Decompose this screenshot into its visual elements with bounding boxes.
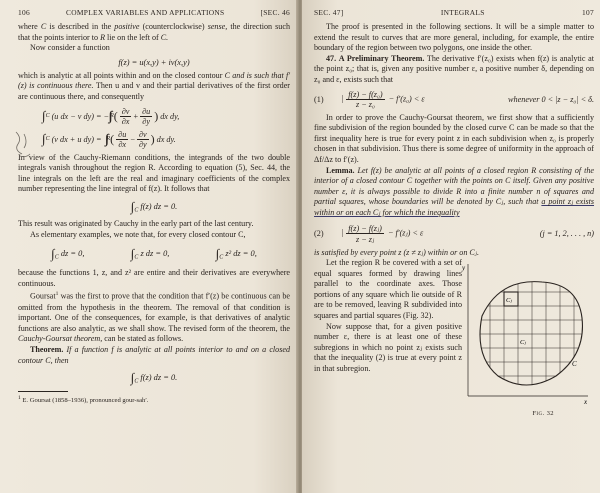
left-paragraph-2: Now consider a function	[30, 43, 110, 53]
left-paragraph-6: As elementary examples, we note that, for every closed contour C,	[30, 229, 246, 239]
figure-32	[460, 258, 592, 408]
left-page	[0, 0, 298, 493]
integral-sign: ∫	[42, 108, 46, 124]
integral-sign: ∫	[42, 131, 46, 147]
left-section-ref: [SEC. 46	[260, 8, 290, 17]
contour-label: C	[572, 360, 577, 369]
right-section-ref: SEC. 47]	[314, 8, 344, 17]
right-paragraph-2: In order to prove the Cauchy-Goursat theorem, we first show that a sufficiently fine subdivision of the region bounded by the closed curve C can be made so that the first inequality here is true for every point z in each subdivision when z₀ is properly chosen in that subdivision. Thus there is some degree of uniformity in the approach of Δf/Δz to f′(z).	[314, 112, 594, 164]
right-paragraph-5-start: Now suppose that, for a given positive number ε, there is at least one of these subregions in which no point zⱼ exists such that the inequality (2) is true at every point z in that subregion.	[314, 321, 462, 374]
left-paragraph-8: Goursat$^1$ was the first to prove that the condition that f′(z) be continuous can be omitted from the hypothesis in the theorem. The removal of that condition is important. One of the consequences, for example, is that derivatives of analytic functions are also analytic, as we shall show. The revised form of the theorem, the Cauchy-Goursat theorem, can be stated as follows.	[18, 291, 290, 344]
eq-1-derivative: (1) | $\frac{\text{f(z) − f(z₀)}}{\text{z − z₀}}$ − f′(z₀) < ε whenever 0 < |z − z₀| < δ.	[314, 89, 594, 109]
cj-label-top: Cⱼ	[506, 297, 513, 305]
theorem-statement: Theorem. If a function f is analytic at all points interior to and on a closed contour C, then	[18, 344, 290, 365]
x-axis-label: x	[584, 398, 588, 407]
footnote: $^1$ E. Goursat (1858–1936), pronounced gour-sah′.	[18, 395, 149, 405]
y-axis-label: y	[462, 264, 466, 273]
left-paragraph-5: This result was originated by Cauchy in the early part of the last century.	[18, 218, 254, 228]
lemma-statement: Lemma. Let f(z) be analytic at all points of a closed region R consisting of the interior of a closed contour C together with the points on C itself. Given any positive number ε, it is always possible to divide R into a finite number n of squares and partial squares, whose boundaries will be denoted by Cⱼ, such that a point zⱼ exists within or on each Cⱼ for which the inequality	[314, 165, 595, 217]
right-paragraph-4: Let the region R be covered with a set of equal squares formed by drawing lines parallel to the coordinate axes. Those portions of any square which lie outside of R are to be removed, leaving R subdivided into squares and partial squares (Fig. 32).	[314, 258, 462, 321]
left-paragraph-4: In view of the Cauchy-Riemann conditions, the integrands of the two double integrals vanish throughout the region R. According to equation (5), Sec. 44, the line integrals on the left are the real and imaginary coefficients of the complex number representing the line integral of f(z). It follows that	[18, 152, 290, 194]
eq-green-imag: ∫ C (v dx + u dy) = R ( $\frac{\partial u}{\partial x}$ − $\frac{\partial v}{\partial y}$ ) dx dy.	[42, 129, 176, 149]
eq-function-definition: f(z) = u(x,y) + iv(x,y)	[118, 57, 190, 67]
eq-green-real: ∫ C (u dx − v dy) = − R ( $\frac{\partial v}{\partial x}$ + $\frac{\partial u}{\partial y}$ ) dx dy,	[42, 106, 180, 126]
pencil-annotation-icon	[12, 128, 34, 162]
left-running-head: COMPLEX VARIABLES AND APPLICATIONS	[66, 8, 225, 17]
left-paragraph-7: because the functions 1, z, and z² are entire and their derivatives are everywhere continuous.	[18, 268, 290, 288]
right-paragraph-3: is satisfied by every point z (z ≠ zⱼ) within or on Cⱼ.	[314, 247, 479, 257]
eq-cauchy-integral: $\int_C$ f(z) dz = 0.	[130, 198, 178, 214]
eq-elementary-examples	[28, 246, 280, 262]
example-1: $\int_C$ dz = 0,	[51, 246, 85, 262]
section-47-heading: 47. A Preliminary Theorem. The derivative f′(z₀) exists when f(z) is analytic at the point z₀; that is, given any positive number ε, a positive number δ, depending on z₀ and ε, exists such that	[314, 53, 594, 84]
eq-2-uniform: (2) | $\frac{\text{f(z) − f(zⱼ)}}{\text{z − zⱼ}}$ − f′(zⱼ) < ε (j = 1, 2, . . . , n)	[314, 223, 594, 244]
footnote-rule	[18, 391, 68, 392]
figure-caption: Fig. 32	[532, 410, 554, 418]
right-running-header	[314, 8, 594, 17]
right-running-head: INTEGRALS	[440, 8, 485, 17]
right-paragraph-1: The proof is presented in the following sections. It will be a simple matter to extend the result to curves that are more general, including, for example, the entire boundary of the region between two polygons, one inside the other.	[314, 22, 594, 53]
left-paragraph-1: where C is described in the positive (counterclockwise) sense, the direction such that the points interior to R lie on the left of C.	[18, 22, 290, 42]
left-page-number: 106	[18, 8, 30, 17]
cj-label-mid: Cⱼ	[520, 339, 527, 347]
right-page	[302, 0, 600, 493]
example-3: $\int_C$ z² dz = 0,	[215, 246, 257, 262]
contour-c	[480, 282, 582, 385]
example-2: $\int_C$ z dz = 0,	[130, 246, 170, 262]
right-page-number: 107	[582, 8, 594, 17]
lemma-underlined: a point zⱼ exists within or on each Cⱼ for which the inequality	[314, 197, 595, 217]
eq-theorem: $\int_C$ f(z) dz = 0.	[130, 370, 178, 386]
figure-block	[314, 258, 594, 418]
left-running-header	[18, 8, 290, 17]
left-paragraph-3: which is analytic at all points within and on the closed contour C and is such that f′(z) is continuous there. Then u and v and their partial derivatives of the first order are continuous there, and consequently	[18, 70, 290, 101]
